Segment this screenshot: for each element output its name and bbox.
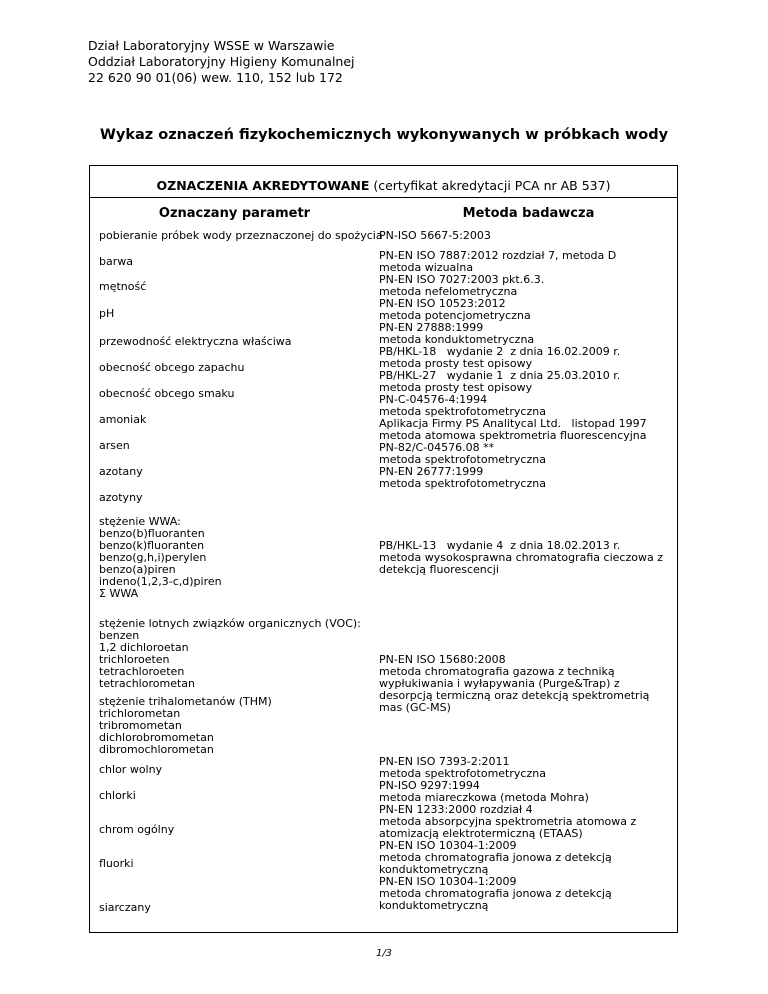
param-ph: pH [99, 307, 115, 320]
param-chrom: chrom ogólny [99, 823, 175, 836]
thm-heading: stężenie trihalometanów (THM) [99, 695, 272, 708]
voc-item: trichloroeten [99, 653, 170, 666]
param-chlorki: chlorki [99, 789, 136, 802]
method-line: PN-EN ISO 15680:2008 [379, 653, 506, 666]
param-conductivity: przewodność elektryczna właściwa [99, 335, 292, 348]
method-line: metoda chromatografia jonowa z detekcją [379, 851, 612, 864]
method-line: PN-82/C-04576.08 ** [379, 441, 495, 454]
method-line: metoda chromatografia gazowa z techniką [379, 665, 615, 678]
header-line-1: Dział Laboratoryjny WSSE w Warszawie [88, 38, 335, 53]
header-line-2: Oddział Laboratoryjny Higieny Komunalnej [88, 54, 355, 69]
method-line: PN-ISO 9297:1994 [379, 779, 480, 792]
method-line: metoda konduktometryczna [379, 333, 535, 346]
thm-item: dichlorobromometan [99, 731, 214, 744]
section-heading [90, 178, 677, 193]
voc-item: tetrachloroeten [99, 665, 185, 678]
method-line: detekcją fluorescencji [379, 563, 499, 576]
param-barwa: barwa [99, 255, 133, 268]
method-line: metoda spektrofotometryczna [379, 405, 546, 418]
method-line: metoda wizualna [379, 261, 474, 274]
wwa-item: benzo(a)piren [99, 563, 176, 576]
method-line: PN-EN 26777:1999 [379, 465, 484, 478]
method-line: PN-EN ISO 7393-2:2011 [379, 755, 510, 768]
thm-item: dibromochlorometan [99, 743, 214, 756]
method-line: PB/HKL-13 wydanie 4 z dnia 18.02.2013 r. [379, 539, 621, 552]
param-azotyny: azotyny [99, 491, 143, 504]
lab-header [88, 38, 355, 86]
method-line: metoda atomowa spektrometria fluorescencyjna [379, 429, 647, 442]
voc-item: 1,2 dichloroetan [99, 641, 189, 654]
document-title: Wykaz oznaczeń fizykochemicznych wykonywanych w próbkach wody [99, 127, 669, 143]
method-line: PN-EN ISO 7887:2012 rozdział 7, metoda D [379, 249, 617, 262]
method-line: metoda nefelometryczna [379, 285, 518, 298]
page-number: 1/3 [375, 948, 393, 959]
wwa-sum: Σ WWA [99, 587, 139, 600]
method-line: PN-EN ISO 7027:2003 pkt.6.3. [379, 273, 545, 286]
column-header-method: Metoda badawcza [462, 206, 595, 221]
param-siarczany: siarczany [99, 901, 151, 914]
voc-item: benzen [99, 629, 140, 642]
method-line: metoda prosty test opisowy [379, 381, 533, 394]
accredited-methods-table [89, 165, 678, 933]
voc-item: tetrachlorometan [99, 677, 195, 690]
method-line: konduktometryczną [379, 863, 489, 876]
method-line: PN-EN 27888:1999 [379, 321, 484, 334]
column-header-parameter: Oznaczany parametr [158, 206, 311, 221]
param-odour: obecność obcego zapachu [99, 361, 245, 374]
method-line: PN-EN ISO 10304-1:2009 [379, 839, 517, 852]
method-line: metoda wysokosprawna chromatografia cieczowa z [379, 551, 663, 564]
method-line: PB/HKL-18 wydanie 2 z dnia 16.02.2009 r. [379, 345, 621, 358]
method-line: mas (GC-MS) [379, 701, 451, 714]
method-line: PN-EN 1233:2000 rozdział 4 [379, 803, 533, 816]
section-heading-rest: (certyfikat akredytacji PCA nr AB 537) [369, 178, 611, 193]
method-line: PN-EN ISO 10304-1:2009 [379, 875, 517, 888]
thm-item: trichlorometan [99, 707, 181, 720]
wwa-item: benzo(b)fluoranten [99, 527, 205, 540]
method-line: desorpcją termiczną oraz detekcją spektrometrią [379, 689, 650, 702]
method-line: metoda spektrofotometryczna [379, 453, 546, 466]
method-line: metoda potencjometryczna [379, 309, 531, 322]
wwa-item: benzo(g,h,i)perylen [99, 551, 207, 564]
method-line: konduktometryczną [379, 899, 489, 912]
wwa-item: indeno(1,2,3-c,d)piren [99, 575, 222, 588]
thm-item: tribromometan [99, 719, 182, 732]
method-line: atomizacją elektrotermiczną (ETAAS) [379, 827, 583, 840]
divider [90, 197, 677, 198]
method-line: PN-C-04576-4:1994 [379, 393, 488, 406]
header-line-3: 22 620 90 01(06) wew. 110, 152 lub 172 [88, 70, 343, 85]
method-line: metoda spektrofotometryczna [379, 477, 546, 490]
param-taste: obecność obcego smaku [99, 387, 235, 400]
voc-heading: stężenie lotnych związków organicznych (VOC): [99, 617, 361, 630]
method-line: metoda absorpcyjna spektrometria atomowa z [379, 815, 637, 828]
method-line: wypłukiwania i wyłapywania (Purge&Trap) z [379, 677, 620, 690]
method-line: metoda miareczkowa (metoda Mohra) [379, 791, 589, 804]
method-line: metoda prosty test opisowy [379, 357, 533, 370]
param-arsen: arsen [99, 439, 130, 452]
method-line: metoda spektrofotometryczna [379, 767, 546, 780]
param-chlor-wolny: chlor wolny [99, 763, 163, 776]
param-sampling: pobieranie próbek wody przeznaczonej do spożycia [99, 229, 383, 242]
param-fluorki: fluorki [99, 857, 134, 870]
wwa-item: benzo(k)fluoranten [99, 539, 205, 552]
param-azotany: azotany [99, 465, 143, 478]
method-sampling: PN-ISO 5667-5:2003 [379, 229, 491, 242]
method-line: PN-EN ISO 10523:2012 [379, 297, 506, 310]
wwa-heading: stężenie WWA: [99, 515, 181, 528]
method-line: metoda chromatografia jonowa z detekcją [379, 887, 612, 900]
method-line: PB/HKL-27 wydanie 1 z dnia 25.03.2010 r. [379, 369, 621, 382]
section-heading-bold: OZNACZENIA AKREDYTOWANE [156, 178, 370, 193]
method-line: Aplikacja Firmy PS Analitycal Ltd. listopad 1997 [379, 417, 647, 430]
param-amoniak: amoniak [99, 413, 147, 426]
param-metnosc: mętność [99, 280, 147, 293]
